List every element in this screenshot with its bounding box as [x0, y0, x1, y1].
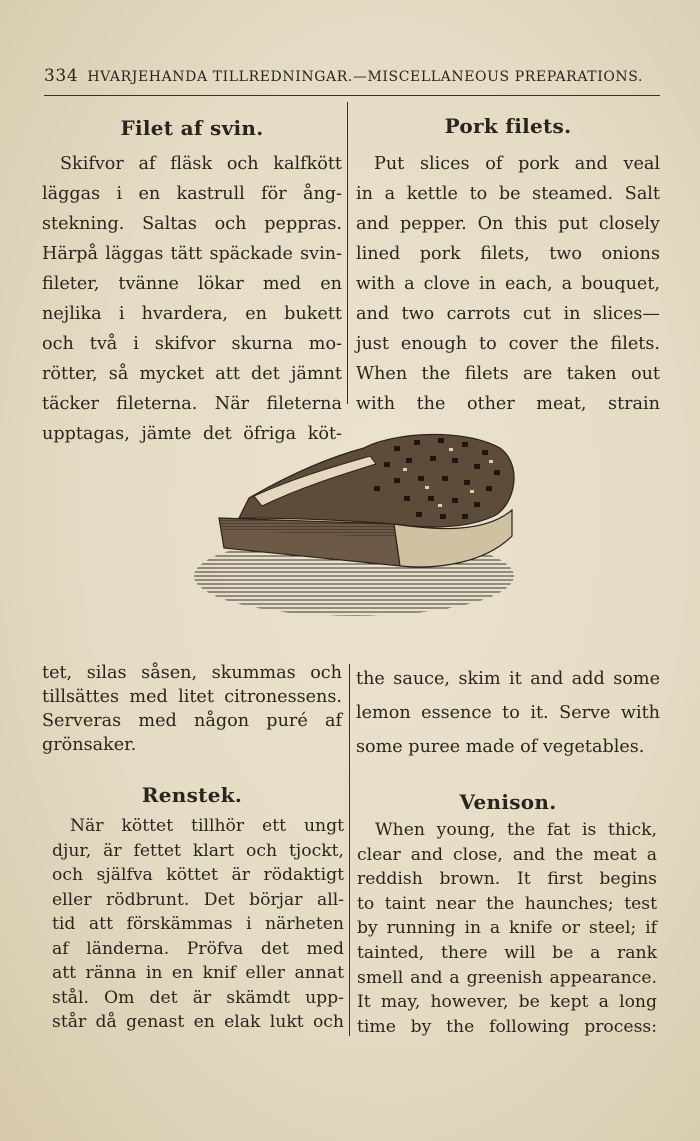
- text-line: stål. Om det är skämdt upp-: [52, 987, 344, 1008]
- text-line: fileter, tvänne lökar med en: [42, 274, 342, 294]
- text-line: When young, the fat is thick,: [375, 820, 657, 840]
- text-line: När köttet tillhör ett ungt: [70, 816, 344, 836]
- text-filet-af-svin: [42, 149, 342, 449]
- text-line: nejlika i hvardera, en bukett: [42, 304, 342, 324]
- text-line: with the other meat, strain: [356, 394, 660, 414]
- text-line: stekning. Saltas och peppras.: [42, 214, 342, 234]
- text-line: tillsättes med litet citronessens.: [42, 687, 342, 707]
- text-line: to taint near the haunches; test: [357, 893, 657, 914]
- title-venison: Venison.: [459, 790, 557, 814]
- header-rule: [44, 95, 660, 96]
- text-line: eller rödbrunt. Det börjar all-: [52, 889, 344, 910]
- text-line: täcker fileterna. När fileterna: [42, 394, 342, 414]
- title-filet-af-svin: Filet af svin.: [120, 116, 264, 140]
- top-column-divider: [347, 102, 348, 404]
- text-line: rötter, så mycket att det jämnt: [42, 364, 342, 384]
- text-line: with a clove in each, a bouquet,: [356, 274, 660, 294]
- text-line: and two carrots cut in slices—: [356, 304, 660, 324]
- title-pork-filets: Pork filets.: [444, 114, 572, 138]
- title-renstek: Renstek.: [141, 783, 243, 807]
- running-title: HVARJEHANDA TILLREDNINGAR.—MISCELLANEOUS PREPARATIONS.: [87, 69, 644, 85]
- running-header: [44, 66, 664, 86]
- text-line: och två i skifvor skurna mo-: [42, 334, 342, 354]
- text-line: står då genast en elak lukt och: [52, 1012, 344, 1032]
- text-line: in a kettle to be steamed. Salt: [356, 184, 660, 204]
- pork-filet-illustration: [194, 426, 524, 622]
- text-line: af länderna. Pröfva det med: [52, 938, 344, 959]
- text-line: some puree made of vegetables.: [356, 737, 645, 757]
- text-line: lined pork filets, two onions: [356, 244, 660, 264]
- text-line: reddish brown. It first begins: [357, 869, 657, 890]
- text-line: och själfva köttet är rödaktigt: [52, 865, 344, 885]
- text-line: by running in a knife or steel; if: [357, 918, 657, 939]
- text-line: Serveras med någon puré af: [42, 711, 342, 731]
- text-line: When the filets are taken out: [356, 364, 660, 384]
- text-line: tainted, there will be a rank: [357, 942, 657, 963]
- text-venison: [357, 818, 657, 1039]
- bottom-column-divider: [349, 664, 350, 1036]
- text-line: It may, however, be kept a long: [357, 992, 657, 1013]
- text-renstek: [52, 814, 344, 1035]
- text-pork-filets-cont: [356, 662, 660, 764]
- text-line: and pepper. On this put closely: [356, 214, 660, 234]
- text-line: djur, är fettet klart och tjockt,: [52, 840, 344, 861]
- meat-top: [239, 434, 514, 526]
- page-number: 334: [44, 66, 79, 86]
- text-line: the sauce, skim it and add some: [356, 669, 660, 689]
- text-line: just enough to cover the filets.: [356, 334, 660, 354]
- text-line: att ränna in en knif eller annat: [52, 963, 344, 983]
- text-line: clear and close, and the meat a: [357, 844, 657, 865]
- text-filet-af-svin-cont: [42, 661, 342, 757]
- text-line: upptagas, jämte det öfriga köt-: [42, 424, 342, 444]
- text-pork-filets: [356, 149, 660, 419]
- text-line: tet, silas såsen, skummas och: [42, 663, 342, 683]
- text-line: läggas i en kastrull för ång-: [42, 184, 342, 204]
- text-line: tid att förskämmas i närheten: [52, 914, 344, 934]
- text-line: time by the following process:: [357, 1016, 657, 1037]
- text-line: lemon essence to it. Serve with: [356, 703, 660, 723]
- text-line: smell and a greenish appearance.: [357, 967, 657, 988]
- text-line: Skifvor af fläsk och kalfkött: [60, 154, 342, 174]
- text-line: grönsaker.: [42, 735, 137, 755]
- text-line: Put slices of pork and veal: [374, 154, 660, 174]
- text-line: Härpå läggas tätt späckade svin-: [42, 244, 342, 264]
